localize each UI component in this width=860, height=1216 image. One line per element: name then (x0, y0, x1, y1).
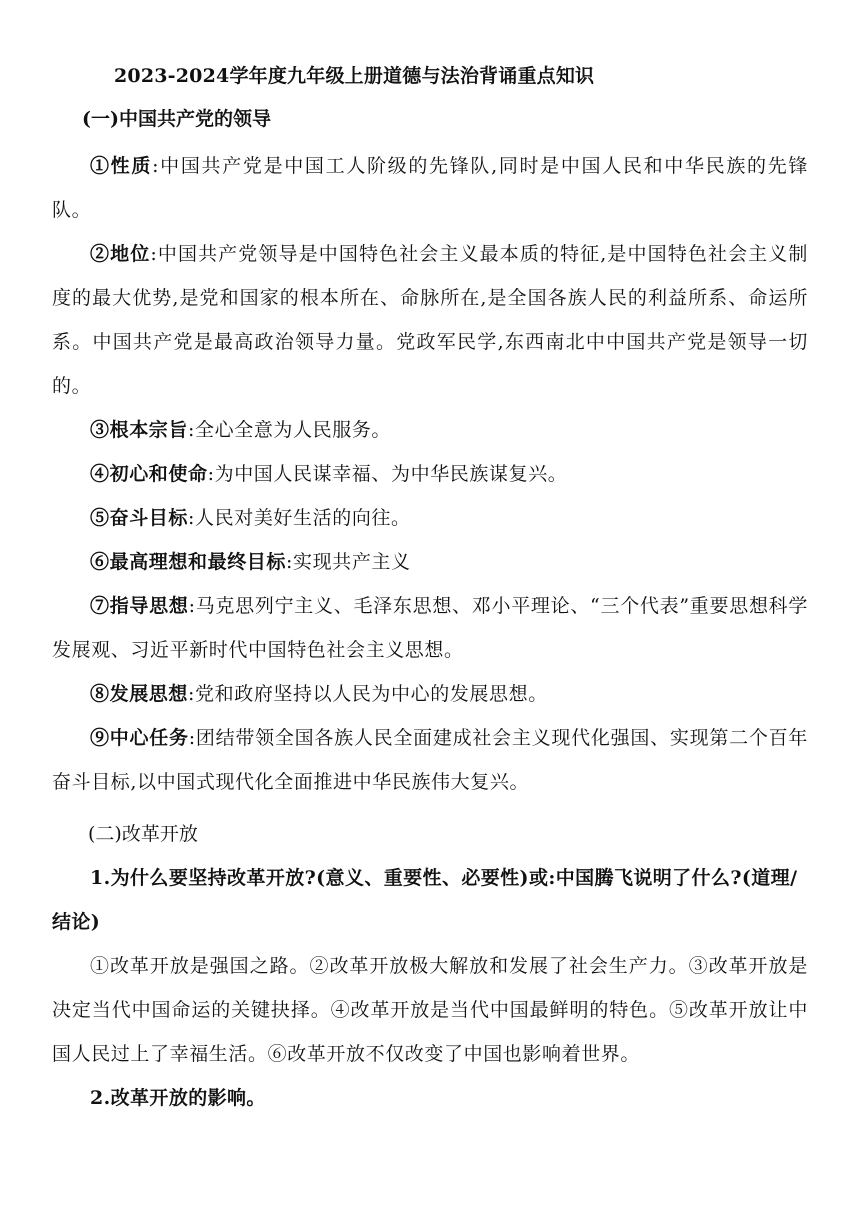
item-label: ④初心和使命 (90, 463, 208, 485)
item-status (52, 232, 808, 408)
item-text: :实现共产主义 (286, 551, 411, 573)
section-heading-1: (一)中国共产党的领导 (82, 108, 271, 130)
item-label: ⑥最高理想和最终目标 (90, 551, 287, 573)
item-guiding-thought (52, 584, 808, 672)
question-2: 2.改革开放的影响。 (90, 1087, 266, 1109)
item-label: ⑦指导思想 (90, 595, 189, 617)
item-text: :全心全意为人民服务。 (188, 419, 392, 441)
item-mission (52, 452, 808, 496)
section-heading-2: (二)改革开放 (88, 823, 198, 845)
item-nature (52, 144, 808, 232)
item-purpose (52, 408, 808, 452)
item-label: ②地位 (90, 243, 151, 265)
item-text: :马克思列宁主义、毛泽东思想、邓小平理论、“三个代表”重要思想科学发展观、习近平新时代中国特色社会主义思想。 (52, 595, 808, 661)
item-label: ⑨中心任务 (90, 727, 189, 749)
item-label: ⑤奋斗目标 (90, 507, 189, 529)
item-text: :党和政府坚持以人民为中心的发展思想。 (188, 683, 548, 705)
item-text: :中国共产党领导是中国特色社会主义最本质的特征,是中国特色社会主义制度的最大优势,是党和国家的根本所在、命脉所在,是全国各族人民的利益所系、命运所系。中国共产党是最高政治领导力量。党政军民学,东西南北中中国共产党是领导一切的。 (52, 243, 809, 397)
item-text: :为中国人民谋幸福、为中华民族谋复兴。 (207, 463, 568, 485)
answer-1: ①改革开放是强国之路。②改革开放极大解放和发展了社会生产力。③改革开放是决定当代中国命运的关键抉择。④改革开放是当代中国最鲜明的特色。⑤改革开放让中国人民过上了幸福生活。⑥改革开放不仅改变了中国也影响着世界。 (52, 955, 808, 1065)
item-label: ①性质 (90, 155, 153, 177)
document-title: 2023-2024学年度九年级上册道德与法治背诵重点知识 (114, 65, 595, 87)
item-text: :人民对美好生活的向往。 (188, 507, 411, 529)
item-development-thought (52, 672, 808, 716)
item-label: ⑧发展思想 (90, 683, 189, 705)
item-label: ③根本宗旨 (90, 419, 189, 441)
item-goal (52, 496, 808, 540)
item-ideal (52, 540, 808, 584)
item-text: :团结带领全国各族人民全面建成社会主义现代化强国、实现第二个百年奋斗目标,以中国式现代化全面推进中华民族伟大复兴。 (52, 727, 808, 793)
item-central-task (52, 716, 808, 804)
item-text: :中国共产党是中国工人阶级的先锋队,同时是中国人民和中华民族的先锋队。 (52, 155, 808, 221)
question-1: 1.为什么要坚持改革开放?(意义、重要性、必要性)或:中国腾飞说明了什么?(道理/结论) (52, 867, 798, 933)
